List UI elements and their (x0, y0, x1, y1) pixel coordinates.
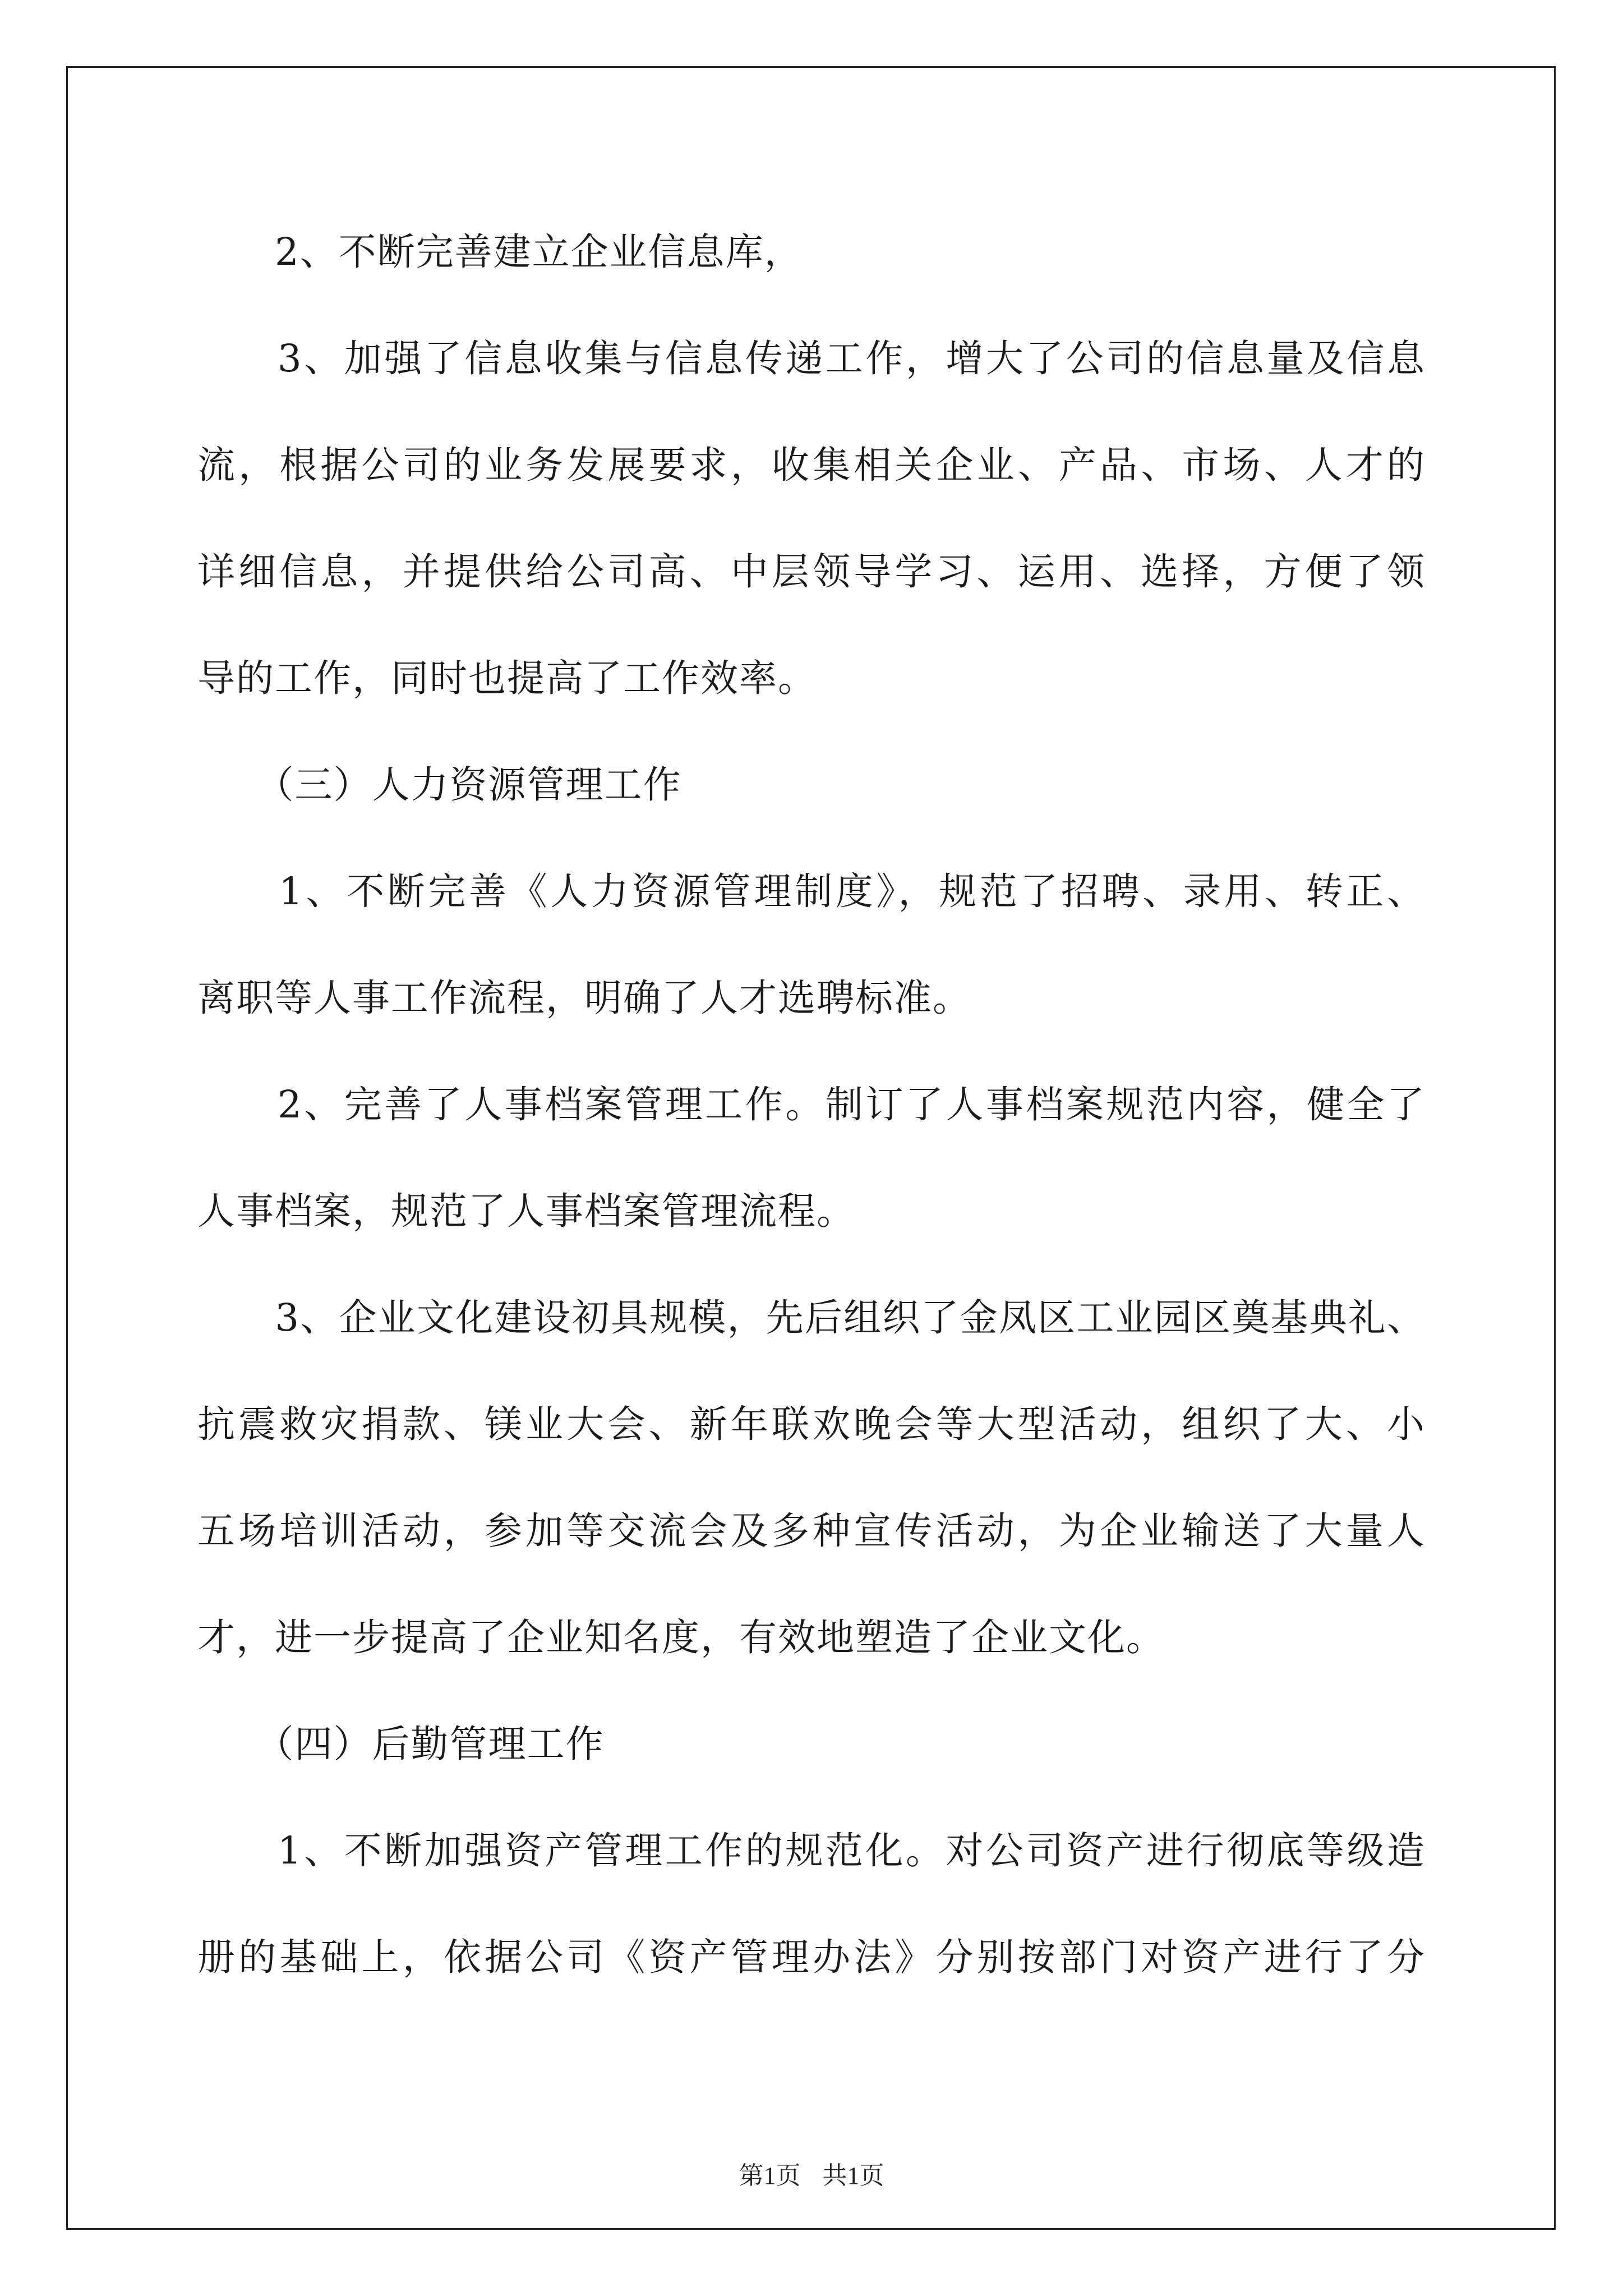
page-footer (0, 2155, 1623, 2191)
paragraph-line: 导的工作，同时也提高了工作效率。 (197, 656, 817, 700)
paragraph-line: 详细信息，并提供给公司高、中层领导学习、运用、选择，方便了领 (197, 550, 1426, 593)
paragraph-line: 2、不断完善建立企业信息库， (197, 230, 803, 274)
paragraph-line: 抗震救灾捐款、镁业大会、新年联欢晚会等大型活动，组织了大、小 (197, 1402, 1426, 1446)
paragraph-line: 离职等人事工作流程，明确了人才选聘标准。 (197, 976, 971, 1020)
page-total: 共1页 (822, 2162, 884, 2189)
section-heading: （三）人力资源管理工作 (197, 763, 682, 807)
paragraph-line: 2、完善了人事档案管理工作。制订了人事档案规范内容，健全了 (197, 1083, 1426, 1126)
paragraph-line: 3、加强了信息收集与信息传递工作，增大了公司的信息量及信息 (197, 337, 1426, 380)
page-number: 第1页 (739, 2162, 801, 2189)
section-heading: （四）后勤管理工作 (197, 1722, 605, 1766)
paragraph-line: 五场培训活动，参加等交流会及多种宣传活动，为企业输送了大量人 (197, 1509, 1426, 1553)
paragraph-line: 册的基础上，依据公司《资产管理办法》分别按部门对资产进行了分 (197, 1935, 1426, 1979)
paragraph-line: 流，根据公司的业务发展要求，收集相关企业、产品、市场、人才的 (197, 443, 1426, 487)
paragraph-line: 人事档案，规范了人事档案管理流程。 (197, 1189, 855, 1233)
paragraph-line: 1、不断加强资产管理工作的规范化。对公司资产进行彻底等级造 (197, 1829, 1426, 1872)
paragraph-line: 3、企业文化建设初具规模，先后组织了金凤区工业园区奠基典礼、 (197, 1296, 1426, 1340)
paragraph-line: 才，进一步提高了企业知名度，有效地塑造了企业文化。 (197, 1616, 1165, 1659)
page-border (66, 66, 1556, 2230)
paragraph-line: 1、不断完善《人力资源管理制度》，规范了招聘、录用、转正、 (197, 869, 1426, 913)
